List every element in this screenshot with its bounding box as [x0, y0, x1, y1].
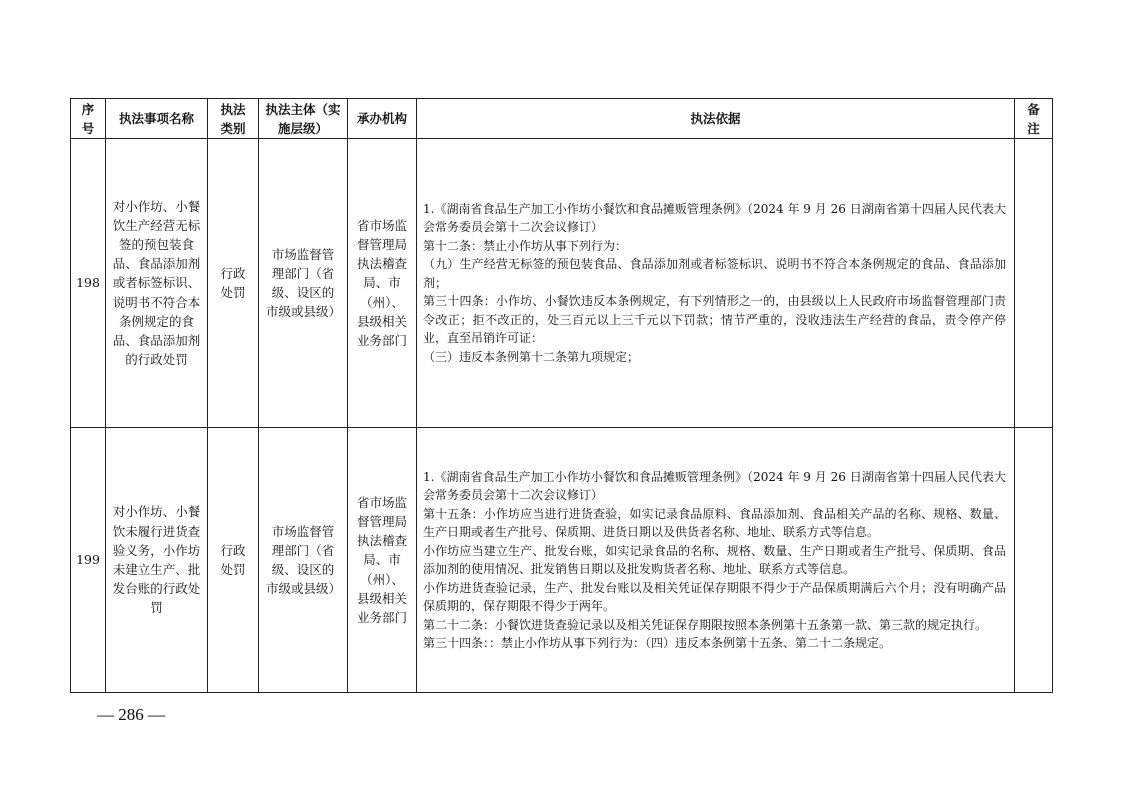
row-remarks: [1015, 139, 1053, 428]
row-category: 行政处罚: [208, 139, 259, 428]
table-row: [71, 428, 1053, 693]
row-remarks: [1015, 428, 1053, 693]
basis-paragraph: 第十二条：禁止小作坊从事下列行为：: [423, 238, 628, 253]
header-seq: 序号: [71, 99, 106, 139]
row-item-name: 对小作坊、小餐饮未履行进货查验义务，小作坊未建立生产、批发台账的行政处罚: [106, 428, 208, 693]
row-basis: [417, 139, 1015, 428]
table-row: [71, 139, 1053, 428]
row-category: 行政处罚: [208, 428, 259, 693]
basis-paragraph: 第二十二条：小餐饮进货查验记录以及相关凭证保存期限按照本条例第十五条第一款、第三款的规定执行。: [423, 617, 988, 632]
enforcement-items-table: [70, 98, 1053, 693]
row-seq: 198: [71, 139, 106, 428]
row-item-name: 对小作坊、小餐饮生产经营无标签的预包装食品、食品添加剂或者标签标识、说明书不符合本条例规定的食品、食品添加剂的行政处罚: [106, 139, 208, 428]
basis-paragraph: 小作坊应当建立生产、批发台账，如实记录食品的名称、规格、数量、生产日期或者生产批号、保质期、食品添加剂的使用情况、批发销售日期以及批发购货者名称、地址、联系方式等信息。: [423, 543, 1006, 576]
basis-paragraph: 第三十四条：：禁止小作坊从事下列行为：（四）违反本条例第十五条、第二十二条规定。: [423, 636, 892, 650]
row-seq: 199: [71, 428, 106, 693]
page-number: — 286 —: [97, 705, 165, 724]
row-agency: 省市场监督管理局执法稽查局、市（州）、县级相关业务部门: [348, 139, 417, 428]
header-agency: 承办机构: [348, 99, 417, 139]
header-remarks: 备注: [1015, 99, 1053, 139]
row-subject: 市场监督管理部门（省级、设区的市级或县级）: [259, 428, 348, 693]
header-subject: 执法主体（实施层级）: [259, 99, 348, 139]
row-basis: [417, 428, 1015, 693]
row-agency: 省市场监督管理局执法稽查局、市（州）、县级相关业务部门: [348, 428, 417, 693]
table-header-row: [71, 99, 1053, 139]
basis-paragraph: （九）生产经营无标签的预包装食品、食品添加剂或者标签标识、说明书不符合本条例规定的食品、食品添加剂；: [423, 257, 1006, 290]
basis-paragraph: （三）违反本条例第十二条第九项规定；: [423, 349, 640, 364]
basis-paragraph: 第十五条：小作坊应当进行进货查验，如实记录食品原料、食品添加剂、食品相关产品的名称、规格、数量、生产日期或者生产批号、保质期、进货日期以及供货者名称、地址、联系方式等信息。: [423, 506, 1006, 539]
header-basis: 执法依据: [417, 99, 1015, 139]
header-category: 执法类别: [208, 99, 259, 139]
basis-paragraph: 小作坊进货查验记录，生产、批发台账以及相关凭证保存期限不得少于产品保质期满后六个月；没有明确产品保质期的，保存期限不得少于两年。: [423, 580, 1006, 613]
row-subject: 市场监督管理部门（省级、设区的市级或县级）: [259, 139, 348, 428]
basis-paragraph: 1.《湖南省食品生产加工小作坊小餐饮和食品摊贩管理条例》（2024 年 9 月 26 日湖南省第十四届人民代表大会常务委员会第十二次会议修订）: [423, 201, 1006, 235]
header-item-name: 执法事项名称: [106, 99, 208, 139]
basis-paragraph: 第三十四条：小作坊、小餐饮违反本条例规定，有下列情形之一的，由县级以上人民政府市场监督管理部门责令改正；拒不改正的，处三百元以上三千元以下罚款；情节严重的，没收违法生产经营的食品，责令停产停业，直至吊销许可证：: [423, 294, 1006, 346]
basis-paragraph: 1.《湖南省食品生产加工小作坊小餐饮和食品摊贩管理条例》（2024 年 9 月 26 日湖南省第十四届人民代表大会常务委员会第十二次会议修订）: [423, 469, 1006, 502]
